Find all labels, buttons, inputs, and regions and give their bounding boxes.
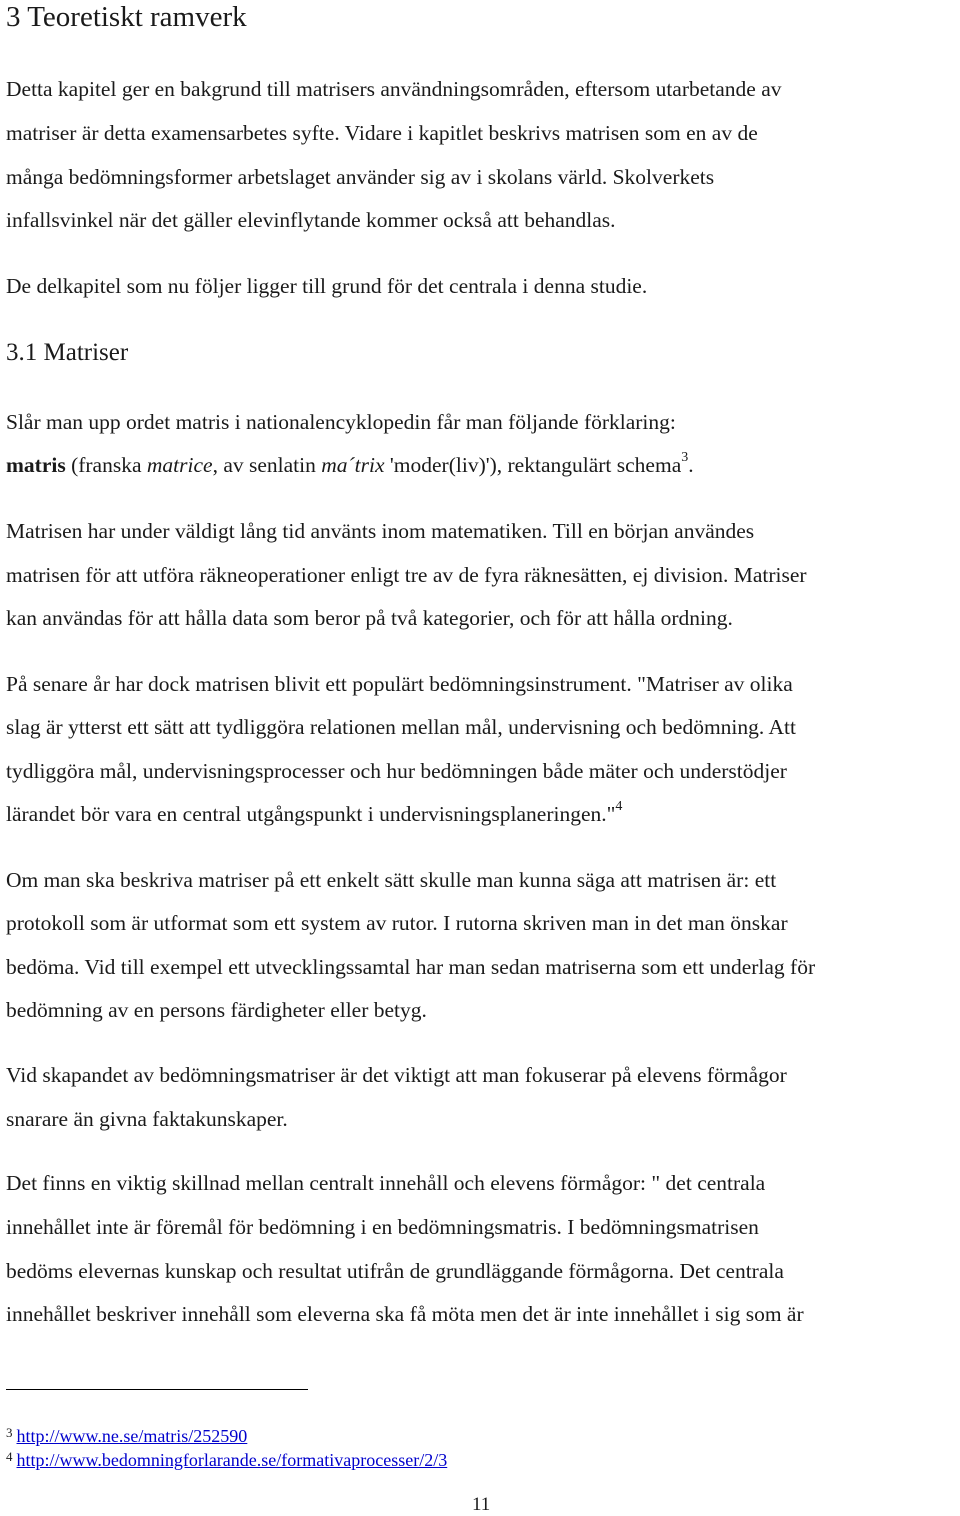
para2-line-4 — [6, 798, 623, 827]
definition-lead: Slår man upp ordet matris i nationalencyklopedin får man följande förklaring: — [6, 410, 676, 434]
para5-line-3: bedöms elevernas kunskap och resultat utifrån de grundläggande förmågorna. Det centrala — [6, 1259, 784, 1283]
section-title: 3.1 Matriser — [6, 339, 129, 366]
footnote-4 — [6, 1450, 447, 1472]
intro-line-3: många bedömningsformer arbetslaget använder sig av i skolans värld. Skolverkets — [6, 165, 715, 189]
para5-line-2: innehållet inte är föremål för bedömning i en bedömningsmatris. I bedömningsmatrisen — [6, 1215, 759, 1239]
footnote-3-link[interactable]: http://www.ne.se/matris/252590 — [16, 1426, 248, 1446]
intro-line-4: infallsvinkel när det gäller elevinflytande kommer också att behandlas. — [6, 208, 616, 232]
para2-line-4-text: lärandet bör vara en central utgångspunkt i undervisningsplaneringen." — [6, 802, 616, 826]
footnote-ref-4: 4 — [615, 798, 623, 814]
para2-line-1: På senare år har dock matrisen blivit ett populärt bedömningsinstrument. "Matriser av olika — [6, 672, 793, 696]
para2-line-2: slag är ytterst ett sätt att tydliggöra relationen mellan mål, undervisning och bedömning. Att — [6, 715, 796, 739]
para4-line-2: snarare än givna faktakunskaper. — [6, 1107, 288, 1131]
definition-text-1: (franska — [65, 453, 147, 477]
footnote-4-number: 4 — [6, 1449, 13, 1464]
para3-line-2: protokoll som är utformat som ett system av rutor. I rutorna skriven man in det man önskar — [6, 911, 788, 935]
footnote-3-number: 3 — [6, 1425, 13, 1440]
definition-word-matrice: matrice — [146, 453, 213, 477]
definition-word-matrix: ma´trix — [321, 453, 385, 477]
para3-line-4: bedömning av en persons färdigheter eller betyg. — [6, 998, 427, 1022]
para1-line-1: Matrisen har under väldigt lång tid använts inom matematiken. Till en början användes — [6, 519, 755, 543]
para1-line-3: kan användas för att hålla data som beror på två kategorier, och för att hålla ordning. — [6, 606, 733, 630]
intro-paragraph-2: De delkapitel som nu följer ligger till grund för det centrala i denna studie. — [6, 274, 648, 298]
definition-line — [6, 449, 694, 478]
intro-line-1: Detta kapitel ger en bakgrund till matrisers användningsområden, eftersom utarbetande av — [6, 77, 782, 101]
para2-line-3: tydliggöra mål, undervisningsprocesser och hur bedömningen både mäter och understödjer — [6, 759, 787, 783]
definition-term: matris — [6, 453, 66, 477]
para3-line-1: Om man ska beskriva matriser på ett enkelt sätt skulle man kunna säga att matrisen är: ett — [6, 868, 777, 892]
definition-text-3: 'moder(liv)'), rektangulärt schema — [384, 453, 682, 477]
para1-line-2: matrisen för att utföra räkneoperationer enligt tre av de fyra räknesätten, ej division. Matriser — [6, 563, 807, 587]
definition-end: . — [688, 453, 694, 477]
footnote-separator — [6, 1389, 308, 1390]
page-number: 11 — [472, 1494, 491, 1515]
para5-line-4: innehållet beskriver innehåll som eleverna ska få möta men det är inte innehållet i sig som är — [6, 1302, 804, 1326]
footnote-ref-3: 3 — [681, 449, 689, 465]
chapter-title: 3 Teoretiskt ramverk — [6, 1, 247, 33]
definition-text-2: , av senlatin — [212, 453, 322, 477]
para4-line-1: Vid skapandet av bedömningsmatriser är det viktigt att man fokuserar på elevens förmågor — [6, 1063, 787, 1087]
para3-line-3: bedöma. Vid till exempel ett utvecklingssamtal har man sedan matriserna som ett underlag för — [6, 955, 816, 979]
footnote-3 — [6, 1426, 247, 1448]
footnote-4-link[interactable]: http://www.bedomningforlarande.se/formativaprocesser/2/3 — [16, 1450, 448, 1470]
para5-line-1: Det finns en viktig skillnad mellan centralt innehåll och elevens förmågor: " det centrala — [6, 1171, 766, 1195]
intro-line-2: matriser är detta examensarbetes syfte. Vidare i kapitlet beskrivs matrisen som en av de — [6, 121, 758, 145]
